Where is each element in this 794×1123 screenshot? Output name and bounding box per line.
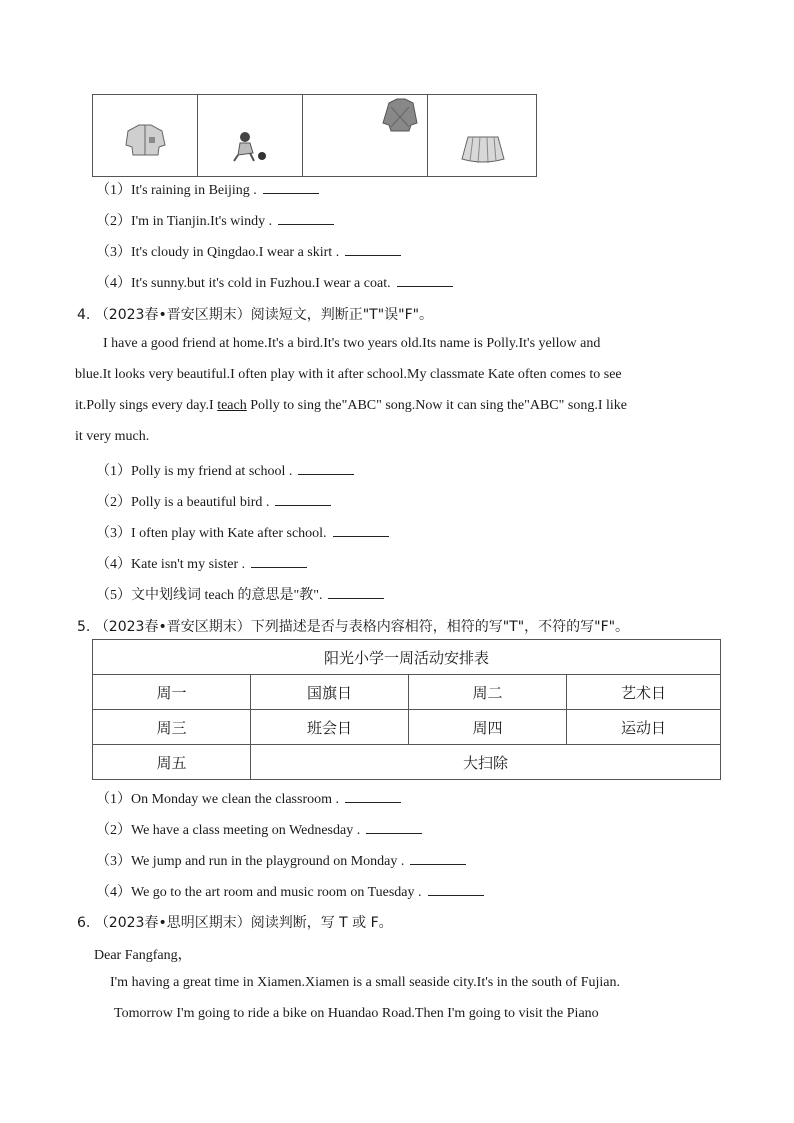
schedule-cell: 艺术日: [567, 675, 721, 710]
q4-item-4: （4）Kate isn't my sister .: [96, 553, 307, 573]
schedule-cell: 周四: [409, 710, 567, 745]
jacket-image: [93, 95, 197, 171]
q5-heading: 5. （2023春•晋安区期末）下列描述是否与表格内容相符，相符的写"T"，不符的写"F"。: [77, 619, 630, 635]
picture-table: [92, 94, 537, 177]
schedule-title: 阳光小学一周活动安排表: [93, 640, 721, 675]
picture-cell-jacket: [93, 95, 198, 177]
answer-blank[interactable]: [366, 819, 422, 834]
answer-blank[interactable]: [333, 522, 389, 537]
letter-line: Tomorrow I'm going to ride a bike on Huandao Road.Then I'm going to visit the Piano: [114, 1006, 599, 1021]
letter-line: I'm having a great time in Xiamen.Xiamen is a small seaside city.It's in the south of Fujian.: [110, 975, 620, 990]
answer-blank[interactable]: [275, 491, 331, 506]
answer-blank[interactable]: [328, 584, 384, 599]
schedule-cell: 周二: [409, 675, 567, 710]
answer-blank[interactable]: [298, 460, 354, 475]
q3-item-4: （4）It's sunny.but it's cold in Fuzhou.I wear a coat.: [96, 272, 453, 292]
q5-item-2: （2）We have a class meeting on Wednesday .: [96, 819, 422, 839]
skirt-image: [428, 95, 536, 171]
answer-blank[interactable]: [397, 272, 453, 287]
q4-item-1: （1）Polly is my friend at school .: [96, 460, 354, 480]
q6-heading: 6. （2023春•思明区期末）阅读判断，写 T 或 F。: [77, 915, 393, 931]
schedule-cell: 周三: [93, 710, 251, 745]
q4-item-3: （3）I often play with Kate after school.: [96, 522, 389, 542]
q4-heading: 4. （2023春•晋安区期末）阅读短文，判断正"T"误"F"。: [77, 307, 434, 323]
q5-item-3: （3）We jump and run in the playground on Monday .: [96, 850, 466, 870]
answer-blank[interactable]: [263, 179, 319, 194]
q4-passage: I have a good friend at home.It's a bird.It's two years old.Its name is Polly.It's yellow and blue.It looks very beautiful.I often play with it after school.My classmate Kate often comes to see it.Polly sings every day.I teach Polly to sing the"ABC" song.Now it can sing the"ABC" song.I like it very much.: [75, 336, 627, 444]
q5-item-4: （4）We go to the art room and music room on Tuesday .: [96, 881, 484, 901]
boy-playing-ball-image: [198, 95, 302, 171]
answer-blank[interactable]: [345, 788, 401, 803]
picture-cell-boy-ball: [198, 95, 303, 177]
schedule-table: [92, 639, 721, 780]
answer-blank[interactable]: [251, 553, 307, 568]
schedule-cell: 运动日: [567, 710, 721, 745]
schedule-cell: 周一: [93, 675, 251, 710]
q3-item-3: （3）It's cloudy in Qingdao.I wear a skirt .: [96, 241, 401, 261]
answer-blank[interactable]: [345, 241, 401, 256]
picture-cell-skirt: [428, 95, 537, 177]
answer-blank[interactable]: [278, 210, 334, 225]
schedule-cell: 大扫除: [251, 745, 721, 780]
schedule-cell: 班会日: [251, 710, 409, 745]
sweater-image: [303, 95, 427, 171]
answer-blank[interactable]: [428, 881, 484, 896]
underlined-word: teach: [217, 398, 247, 413]
q3-item-1: （1）It's raining in Beijing .: [96, 179, 319, 199]
letter-salutation: Dear Fangfang，: [94, 948, 192, 963]
picture-cell-sweater: [303, 95, 428, 177]
schedule-cell: 周五: [93, 745, 251, 780]
q4-item-5: （5）文中划线词 teach 的意思是"教".: [96, 584, 384, 604]
q3-item-2: （2）I'm in Tianjin.It's windy .: [96, 210, 334, 230]
answer-blank[interactable]: [410, 850, 466, 865]
schedule-cell: 国旗日: [251, 675, 409, 710]
q4-item-2: （2）Polly is a beautiful bird .: [96, 491, 331, 511]
q5-item-1: （1）On Monday we clean the classroom .: [96, 788, 401, 808]
